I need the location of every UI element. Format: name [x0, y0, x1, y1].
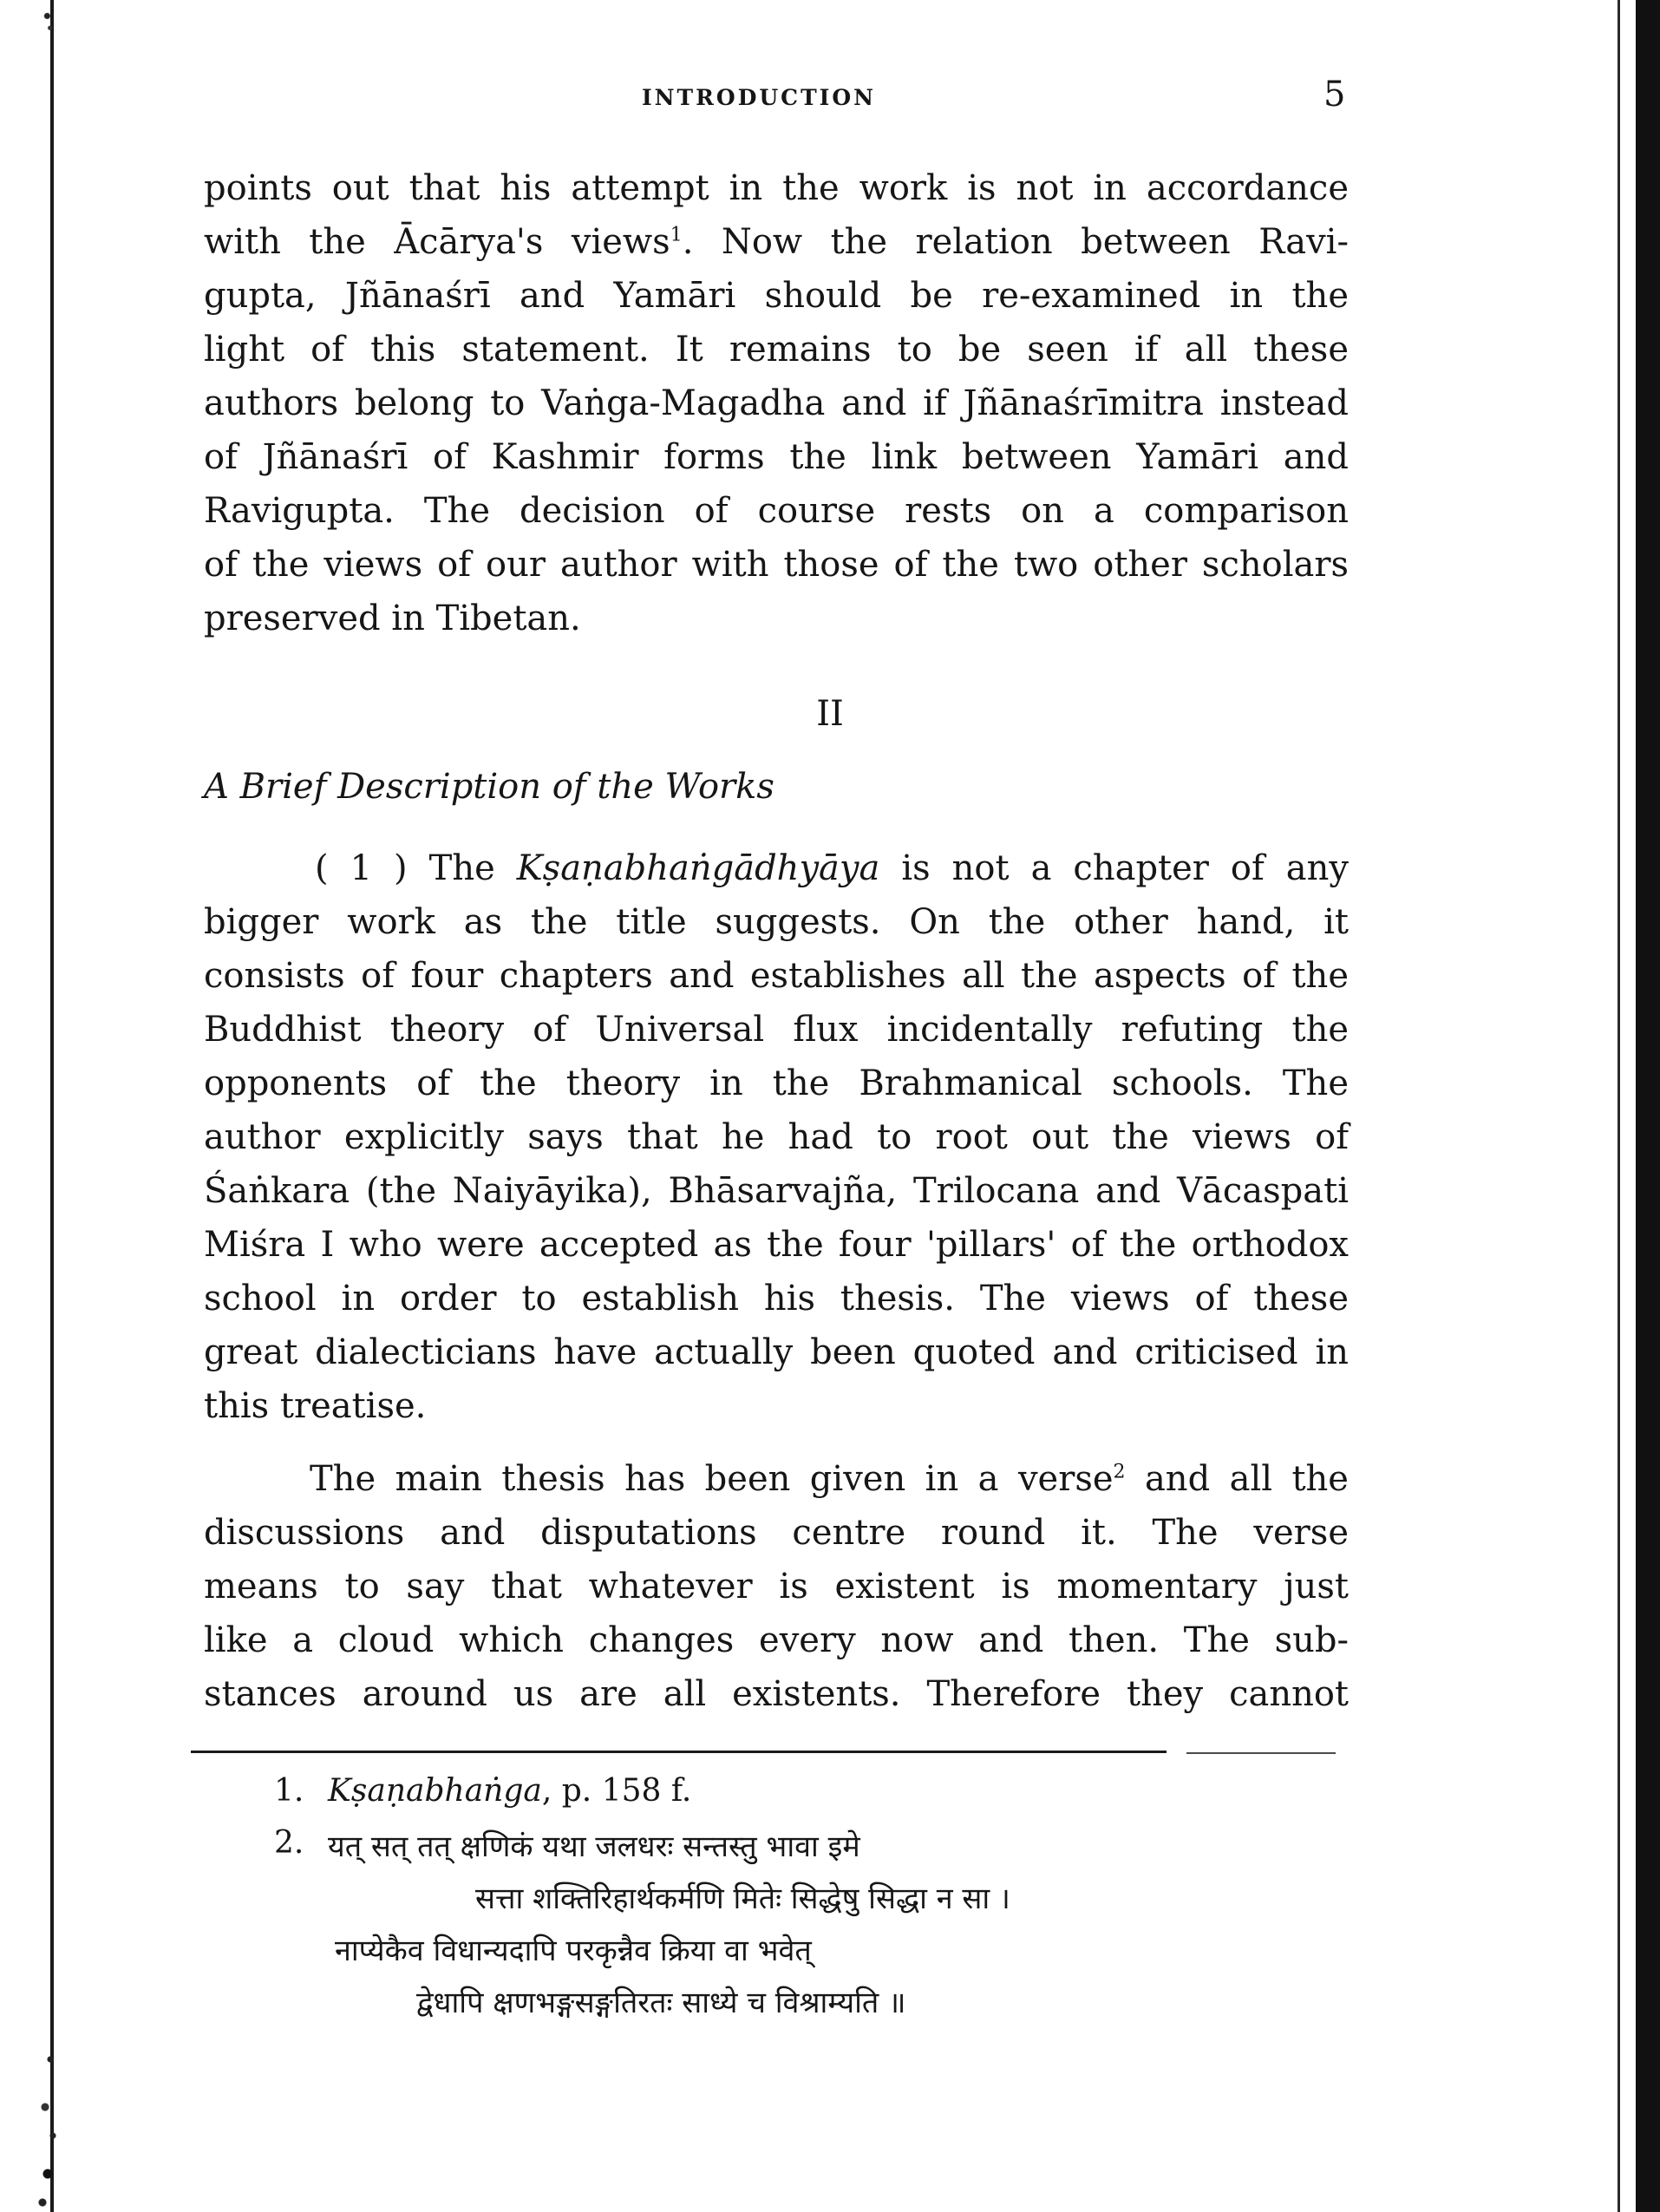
text-line: of the views of our author with those of the two other scholars	[204, 545, 1349, 585]
verse-line: द्वेधापि क्षणभङ्गसङ्गतिरतः साध्ये च विश्राम्यति ॥	[416, 1986, 906, 2020]
text-line: like a cloud which changes every now and then. The sub-	[204, 1620, 1349, 1660]
text-line: this treatise.	[204, 1386, 427, 1426]
text-line: means to say that whatever is existent is momentary just	[204, 1567, 1349, 1607]
works-paragraph	[204, 841, 1349, 1433]
scan-edge-right-line	[1618, 0, 1620, 2212]
footnote-rule-dash	[1186, 1752, 1336, 1754]
verse-line: यत् सत् तत् क्षणिकं यथा जलधरः सन्तस्तु भावा इमे	[328, 1829, 860, 1864]
text-line: light of this statement. It remains to be seen if all these	[204, 330, 1349, 370]
text-line: consists of four chapters and establishes all the aspects of the	[204, 956, 1349, 996]
text-line: school in order to establish his thesis. The views of these	[204, 1279, 1349, 1319]
footnote-number: 1.	[274, 1773, 304, 1809]
scan-speck-bottom	[35, 2021, 61, 2212]
text-line: Śaṅkara (the Naiyāyika), Bhāsarvajña, Trilocana and Vācaspati	[204, 1171, 1349, 1211]
section-number: II	[816, 694, 844, 734]
verse-line: सत्ता शक्तिरिहार्थकर्मणि मितेः सिद्धेषु सिद्धा न सा ।	[475, 1882, 1010, 1916]
verse-line: नाप्येकैव विधान्यदापि परकृन्नैव क्रिया वा भवेत्	[335, 1934, 812, 1968]
text-run: ( 1 ) The	[315, 848, 517, 888]
text-line: of Jñānaśrī of Kashmir forms the link between Yamāri and	[204, 437, 1349, 477]
footnote-ref: 1	[670, 224, 683, 246]
text-line: Ravigupta. The decision of course rests on a comparison	[204, 491, 1349, 531]
text-line: Buddhist theory of Universal flux incidentally refuting the	[204, 1010, 1349, 1050]
text-line: points out that his attempt in the work is not in accordance	[204, 168, 1349, 208]
text-line	[204, 841, 1349, 895]
footnote-1	[274, 1773, 691, 1809]
text-line: authors belong to Vaṅga-Magadha and if Jñānaśrīmitra instead	[204, 383, 1349, 423]
text-run: . Now the relation between Ravi-	[682, 222, 1349, 262]
scan-edge-right	[1636, 0, 1660, 2212]
text-line: great dialecticians have actually been quoted and criticised in	[204, 1332, 1349, 1372]
text-line: gupta, Jñānaśrī and Yamāri should be re-examined in the	[204, 276, 1349, 316]
text-line: preserved in Tibetan.	[204, 599, 581, 638]
footnote-text: , p. 158 f.	[541, 1773, 692, 1809]
text-run: is not a chapter of any	[879, 848, 1350, 888]
text-line: discussions and disputations centre round it. The verse	[204, 1513, 1349, 1553]
intro-paragraph	[204, 161, 1349, 645]
thesis-paragraph	[204, 1452, 1349, 1721]
text-line	[204, 1452, 1349, 1506]
text-run: The main thesis has been given in a verse	[310, 1459, 1114, 1499]
scan-speck-top	[42, 0, 56, 40]
footnote-rule	[191, 1751, 1167, 1753]
text-line: author explicitly says that he had to root out the views of	[204, 1117, 1349, 1157]
work-title: Kṣaṇabhaṅgādhyāya	[516, 848, 880, 888]
footnote-2	[274, 1825, 328, 1861]
text-line	[204, 215, 1349, 269]
running-title: INTRODUCTION	[641, 85, 876, 110]
text-line: Miśra I who were accepted as the four 'pillars' of the orthodox	[204, 1225, 1349, 1265]
footnote-title: Kṣaṇabhaṅga	[328, 1773, 542, 1809]
section-heading: A Brief Description of the Works	[204, 767, 774, 807]
text-line: bigger work as the title suggests. On the other hand, it	[204, 902, 1349, 942]
page-number: 5	[1323, 75, 1346, 115]
text-run: and all the	[1125, 1459, 1349, 1499]
footnote-number: 2.	[274, 1825, 304, 1861]
text-run: with the Ācārya's views	[204, 222, 670, 262]
text-line: stances around us are all existents. Therefore they cannot	[204, 1674, 1349, 1714]
footnote-ref: 2	[1113, 1461, 1126, 1483]
text-line: opponents of the theory in the Brahmanical schools. The	[204, 1063, 1349, 1103]
scan-edge-left	[50, 0, 54, 2212]
